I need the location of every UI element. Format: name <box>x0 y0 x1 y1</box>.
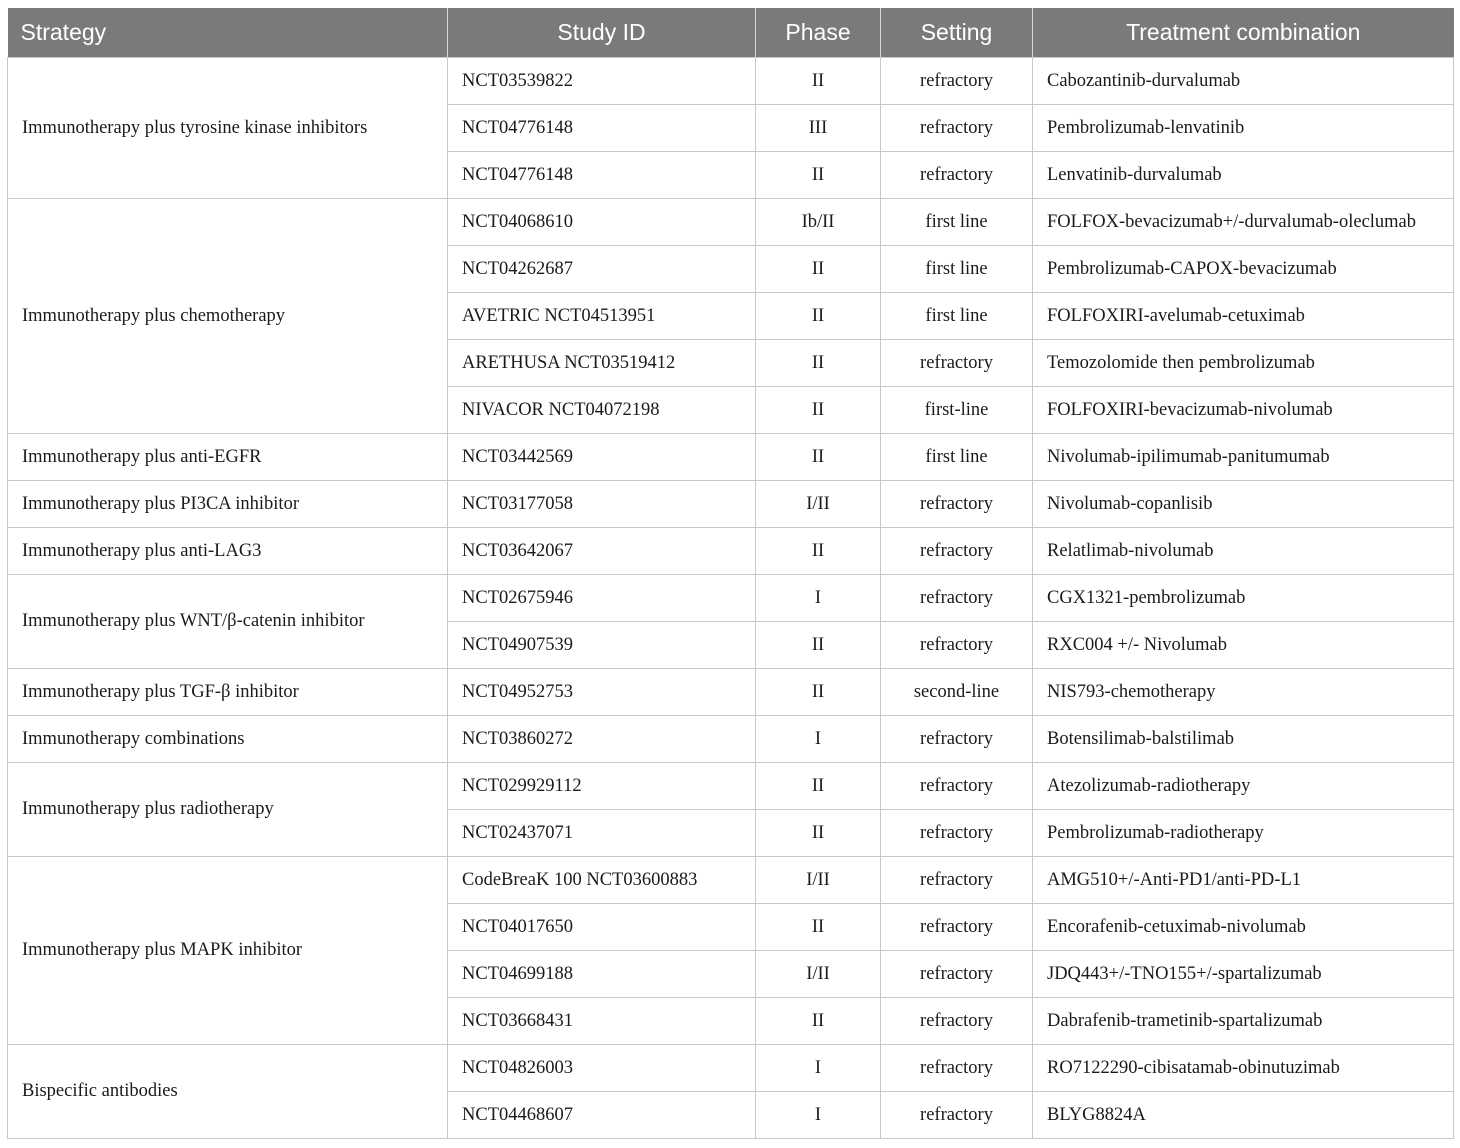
setting-cell: refractory <box>881 1045 1033 1092</box>
setting-cell: refractory <box>881 951 1033 998</box>
phase-cell: I/II <box>756 481 881 528</box>
study-id-cell: CodeBreaK 100 NCT03600883 <box>448 857 756 904</box>
setting-cell: refractory <box>881 481 1033 528</box>
study-id-cell: NCT03442569 <box>448 434 756 481</box>
treatment-cell: Lenvatinib-durvalumab <box>1033 152 1454 199</box>
header-row <box>8 8 1454 58</box>
phase-cell: II <box>756 246 881 293</box>
treatment-cell: Nivolumab-copanlisib <box>1033 481 1454 528</box>
study-id-cell: NCT04952753 <box>448 669 756 716</box>
study-id-cell: NCT03177058 <box>448 481 756 528</box>
setting-cell: refractory <box>881 575 1033 622</box>
setting-cell: first line <box>881 246 1033 293</box>
header-strategy: Strategy <box>8 8 448 58</box>
treatment-cell: FOLFOXIRI-avelumab-cetuximab <box>1033 293 1454 340</box>
study-id-cell: NCT04776148 <box>448 105 756 152</box>
setting-cell: first line <box>881 199 1033 246</box>
phase-cell: II <box>756 622 881 669</box>
study-id-cell: NCT03539822 <box>448 58 756 105</box>
table-body <box>8 58 1454 1139</box>
setting-cell: refractory <box>881 105 1033 152</box>
table-row <box>8 481 1454 528</box>
phase-cell: I <box>756 1045 881 1092</box>
study-id-cell: NCT04017650 <box>448 904 756 951</box>
setting-cell: refractory <box>881 622 1033 669</box>
table-row <box>8 716 1454 763</box>
treatment-cell: FOLFOX-bevacizumab+/-durvalumab-oleclumab <box>1033 199 1454 246</box>
setting-cell: refractory <box>881 857 1033 904</box>
phase-cell: I <box>756 575 881 622</box>
treatment-cell: FOLFOXIRI-bevacizumab-nivolumab <box>1033 387 1454 434</box>
setting-cell: refractory <box>881 152 1033 199</box>
strategy-cell: Immunotherapy plus tyrosine kinase inhibitors <box>8 58 448 199</box>
strategy-cell: Immunotherapy plus TGF-β inhibitor <box>8 669 448 716</box>
table-container <box>7 8 1453 1139</box>
strategy-cell: Immunotherapy plus chemotherapy <box>8 199 448 434</box>
treatment-cell: RXC004 +/- Nivolumab <box>1033 622 1454 669</box>
treatment-cell: NIS793-chemotherapy <box>1033 669 1454 716</box>
strategy-cell: Immunotherapy plus radiotherapy <box>8 763 448 857</box>
phase-cell: II <box>756 998 881 1045</box>
treatment-cell: CGX1321-pembrolizumab <box>1033 575 1454 622</box>
study-id-cell: NCT02437071 <box>448 810 756 857</box>
phase-cell: II <box>756 152 881 199</box>
setting-cell: first line <box>881 293 1033 340</box>
study-id-cell: NCT04068610 <box>448 199 756 246</box>
treatment-cell: Dabrafenib-trametinib-spartalizumab <box>1033 998 1454 1045</box>
setting-cell: second-line <box>881 669 1033 716</box>
phase-cell: I/II <box>756 951 881 998</box>
study-id-cell: NCT02675946 <box>448 575 756 622</box>
study-id-cell: NIVACOR NCT04072198 <box>448 387 756 434</box>
treatment-cell: Relatlimab-nivolumab <box>1033 528 1454 575</box>
table-row <box>8 1045 1454 1092</box>
setting-cell: first-line <box>881 387 1033 434</box>
study-id-cell: NCT04826003 <box>448 1045 756 1092</box>
phase-cell: II <box>756 810 881 857</box>
treatment-cell: Temozolomide then pembrolizumab <box>1033 340 1454 387</box>
strategy-cell: Immunotherapy plus anti-EGFR <box>8 434 448 481</box>
setting-cell: refractory <box>881 528 1033 575</box>
header-treatment: Treatment combination <box>1033 8 1454 58</box>
treatment-cell: Atezolizumab-radiotherapy <box>1033 763 1454 810</box>
strategy-cell: Immunotherapy plus anti-LAG3 <box>8 528 448 575</box>
table-row <box>8 857 1454 904</box>
treatment-cell: RO7122290-cibisatamab-obinutuzimab <box>1033 1045 1454 1092</box>
treatment-cell: AMG510+/-Anti-PD1/anti-PD-L1 <box>1033 857 1454 904</box>
phase-cell: I <box>756 716 881 763</box>
treatment-cell: BLYG8824A <box>1033 1092 1454 1139</box>
header-setting: Setting <box>881 8 1033 58</box>
study-id-cell: NCT04907539 <box>448 622 756 669</box>
study-id-cell: NCT03642067 <box>448 528 756 575</box>
setting-cell: refractory <box>881 998 1033 1045</box>
treatment-cell: Pembrolizumab-CAPOX-bevacizumab <box>1033 246 1454 293</box>
phase-cell: III <box>756 105 881 152</box>
treatment-cell: Pembrolizumab-radiotherapy <box>1033 810 1454 857</box>
table-row <box>8 669 1454 716</box>
setting-cell: refractory <box>881 58 1033 105</box>
table-row <box>8 528 1454 575</box>
treatment-cell: Nivolumab-ipilimumab-panitumumab <box>1033 434 1454 481</box>
treatment-cell: Pembrolizumab-lenvatinib <box>1033 105 1454 152</box>
study-id-cell: NCT04776148 <box>448 152 756 199</box>
study-id-cell: ARETHUSA NCT03519412 <box>448 340 756 387</box>
table-row <box>8 575 1454 622</box>
phase-cell: II <box>756 340 881 387</box>
setting-cell: refractory <box>881 340 1033 387</box>
header-phase: Phase <box>756 8 881 58</box>
strategy-cell: Immunotherapy plus WNT/β-catenin inhibitor <box>8 575 448 669</box>
treatment-cell: Botensilimab-balstilimab <box>1033 716 1454 763</box>
setting-cell: first line <box>881 434 1033 481</box>
phase-cell: II <box>756 763 881 810</box>
strategy-cell: Immunotherapy combinations <box>8 716 448 763</box>
strategy-cell: Bispecific antibodies <box>8 1045 448 1139</box>
phase-cell: II <box>756 528 881 575</box>
trials-table <box>7 8 1454 1139</box>
table-row <box>8 199 1454 246</box>
treatment-cell: Cabozantinib-durvalumab <box>1033 58 1454 105</box>
phase-cell: II <box>756 58 881 105</box>
treatment-cell: JDQ443+/-TNO155+/-spartalizumab <box>1033 951 1454 998</box>
phase-cell: I/II <box>756 857 881 904</box>
phase-cell: II <box>756 387 881 434</box>
study-id-cell: AVETRIC NCT04513951 <box>448 293 756 340</box>
setting-cell: refractory <box>881 904 1033 951</box>
setting-cell: refractory <box>881 716 1033 763</box>
study-id-cell: NCT03860272 <box>448 716 756 763</box>
setting-cell: refractory <box>881 1092 1033 1139</box>
setting-cell: refractory <box>881 810 1033 857</box>
table-row <box>8 763 1454 810</box>
study-id-cell: NCT04699188 <box>448 951 756 998</box>
strategy-cell: Immunotherapy plus MAPK inhibitor <box>8 857 448 1045</box>
table-row <box>8 58 1454 105</box>
header-study-id: Study ID <box>448 8 756 58</box>
phase-cell: II <box>756 434 881 481</box>
phase-cell: II <box>756 669 881 716</box>
study-id-cell: NCT04262687 <box>448 246 756 293</box>
treatment-cell: Encorafenib-cetuximab-nivolumab <box>1033 904 1454 951</box>
phase-cell: Ib/II <box>756 199 881 246</box>
table-row <box>8 434 1454 481</box>
study-id-cell: NCT029929112 <box>448 763 756 810</box>
phase-cell: II <box>756 904 881 951</box>
study-id-cell: NCT04468607 <box>448 1092 756 1139</box>
phase-cell: II <box>756 293 881 340</box>
phase-cell: I <box>756 1092 881 1139</box>
study-id-cell: NCT03668431 <box>448 998 756 1045</box>
strategy-cell: Immunotherapy plus PI3CA inhibitor <box>8 481 448 528</box>
setting-cell: refractory <box>881 763 1033 810</box>
